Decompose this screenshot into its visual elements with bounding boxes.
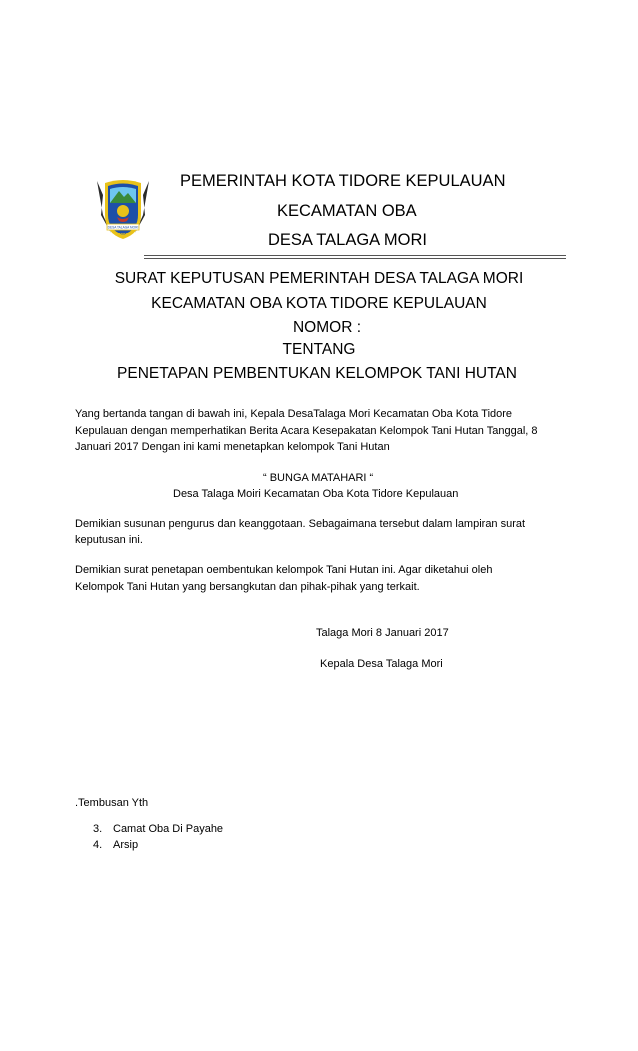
letterhead-rule-bottom (144, 258, 566, 259)
body-para3-line1: Demikian surat penetapan oembentukan kelompok Tani Hutan ini. Agar diketahui oleh (75, 564, 493, 576)
cc-item-num: 4. (93, 839, 103, 851)
decree-title-line2: KECAMATAN OBA KOTA TIDORE KEPULAUAN (151, 295, 487, 312)
decree-subject: PENETAPAN PEMBENTUKAN KELOMPOK TANI HUTAN (117, 365, 517, 382)
group-name: “ BUNGA MATAHARI “ (263, 472, 374, 484)
body-para1-line1: Yang bertanda tangan di bawah ini, Kepala DesaTalaga Mori Kecamatan Oba Kota Tidore (75, 408, 513, 420)
cc-item-text: Camat Oba Di Payahe (113, 823, 224, 835)
emblem-year: 2003 (117, 232, 129, 237)
decree-title-line1: SURAT KEPUTUSAN PEMERINTAH DESA TALAGA MORI (114, 270, 524, 287)
letterhead-rule-top (144, 255, 566, 256)
decree-nomor: NOMOR : (292, 319, 362, 336)
signature-position: Kepala Desa Talaga Mori (320, 658, 443, 670)
body-para2-line1: Demikian susunan pengurus dan keanggotaan. Sebagaimana tersebut dalam lampiran surat (75, 518, 526, 530)
letterhead-line1: PEMERINTAH KOTA TIDORE KEPULAUAN (180, 172, 506, 190)
signature-place-date: Talaga Mori 8 Januari 2017 (316, 627, 449, 639)
emblem-banner-text: DESA TALAGA MORI (107, 225, 139, 230)
decree-tentang: TENTANG (282, 341, 356, 358)
cc-heading: .Tembusan Yth (75, 797, 149, 809)
group-location: Desa Talaga Moiri Kecamatan Oba Kota Tidore Kepulauan (173, 488, 459, 500)
village-emblem-logo (93, 175, 153, 243)
body-para1-line3: Januari 2017 Dengan ini kami menetapkan kelompok Tani Hutan (75, 441, 390, 453)
cc-item-num: 3. (93, 823, 103, 835)
body-para2-line2: keputusan ini. (75, 534, 143, 546)
cc-item-text: Arsip (113, 839, 139, 851)
letterhead-line3: DESA TALAGA MORI (268, 231, 427, 249)
body-para3-line2: Kelompok Tani Hutan yang bersangkutan dan pihak-pihak yang terkait. (75, 581, 420, 593)
body-para1-line2: Kepulauan dengan memperhatikan Berita Acara Kesepakatan Kelompok Tani Hutan Tanggal, 8 (75, 425, 538, 437)
letterhead-line2: KECAMATAN OBA (277, 202, 417, 220)
